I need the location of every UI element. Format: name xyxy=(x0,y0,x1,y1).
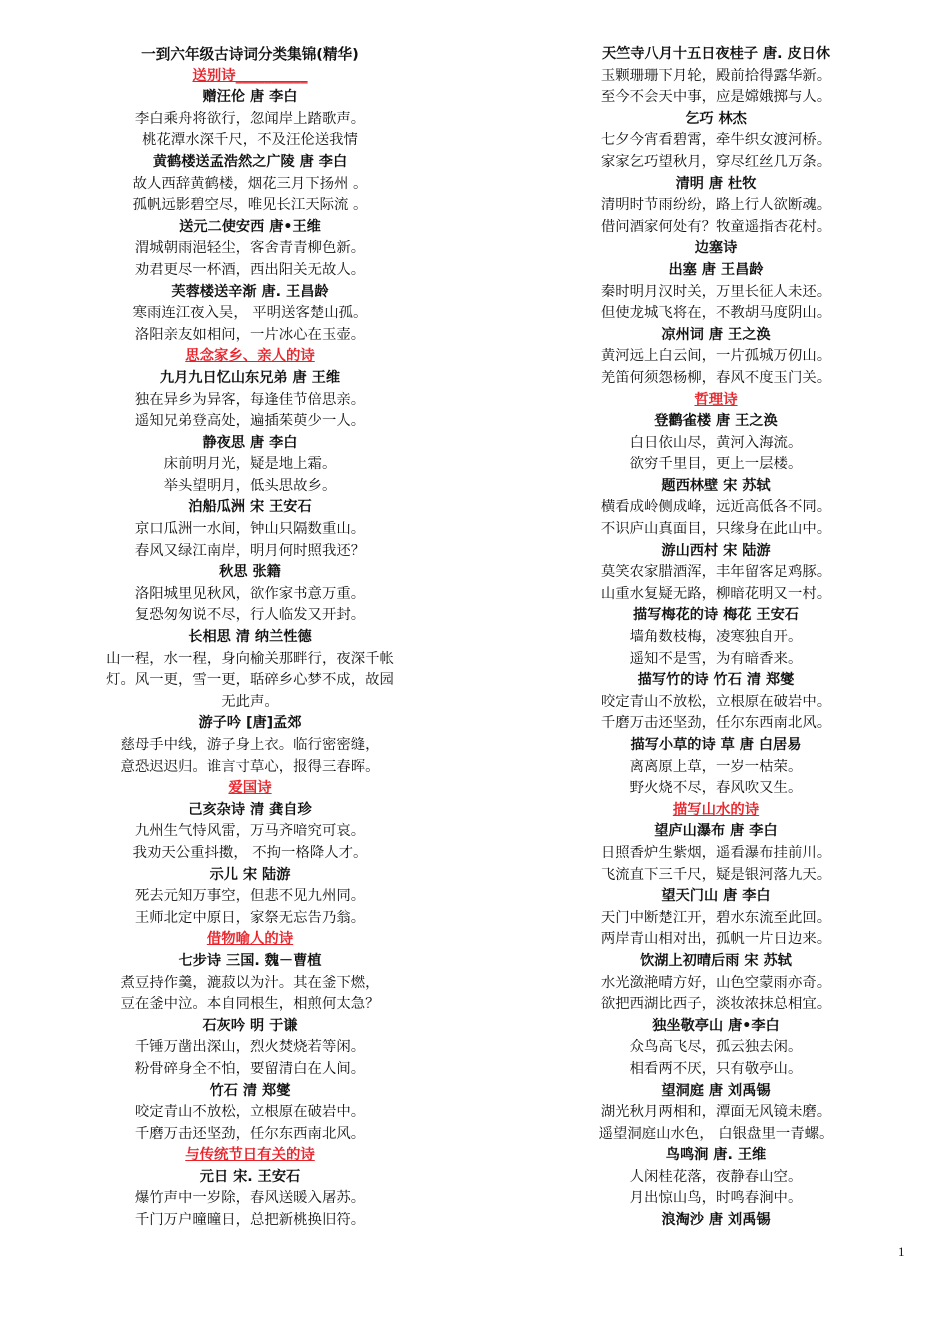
poem-line: 李白乘舟将欲行，忽闻岸上踏歌声。 xyxy=(134,110,366,127)
poem-line: 秦时明月汉时关，万里长征人未还。 xyxy=(600,283,832,300)
poem-line: 欲把西湖比西子，淡妆浓抹总相宜。 xyxy=(600,996,832,1013)
poem-line: 遥望洞庭山水色， 白银盘里一青螺。 xyxy=(598,1125,834,1142)
poem-line: 千磨万击还坚劲，任尔东西南北风。 xyxy=(134,1125,366,1142)
left-column xyxy=(52,44,448,1232)
poem-line: 黄河远上白云间，一片孤城万仞山。 xyxy=(600,348,832,365)
poem-line: 寒雨连江夜入吴， 平明送客楚山孤。 xyxy=(132,305,368,322)
poem-title: 元日 宋. 王安石 xyxy=(199,1168,301,1185)
poem-line: 借问酒家何处有？牧童遥指杏花村。 xyxy=(600,218,832,235)
poem-line: 两岸青山相对出，孤帆一片日边来。 xyxy=(600,931,832,948)
poem-title: 独坐敬亭山 唐•李白 xyxy=(652,1017,780,1034)
section-heading: 哲理诗 xyxy=(694,391,738,408)
poem-line: 煮豆持作羹，漉菽以为汁。其在釜下燃， xyxy=(120,974,380,991)
poem-line: 独在异乡为异客，每逢佳节倍思亲。 xyxy=(134,391,366,408)
poem-title: 望天门山 唐 李白 xyxy=(661,888,771,905)
poem-line: 千锤万凿出深山，烈火焚烧若等闲。 xyxy=(134,1039,366,1056)
poem-line: 山重水复疑无路，柳暗花明又一村。 xyxy=(600,585,832,602)
poem-title: 九月九日忆山东兄弟 唐 王维 xyxy=(159,369,341,386)
section-heading: 爱国诗 xyxy=(228,780,272,797)
poem-line: 至今不会天中事，应是嫦娥掷与人。 xyxy=(600,89,832,106)
poem-line: 死去元知万事空，但悲不见九州同。 xyxy=(134,888,366,905)
poem-line: 春风又绿江南岸，明月何时照我还？ xyxy=(134,542,366,559)
poem-line: 天门中断楚江开，碧水东流至此回。 xyxy=(600,909,832,926)
poem-line: 我劝天公重抖擞， 不拘一格降人才。 xyxy=(132,844,368,861)
poem-title: 清明 唐 杜牧 xyxy=(675,175,757,192)
poem-line: 意恐迟迟归。谁言寸草心，报得三春晖。 xyxy=(120,758,380,775)
poem-title: 示儿 宋 陆游 xyxy=(209,866,291,883)
poem-line: 飞流直下三千尺，疑是银河落九天。 xyxy=(600,866,832,883)
poem-title: 凉州词 唐 王之涣 xyxy=(661,326,771,343)
poem-line: 咬定青山不放松，立根原在破岩中。 xyxy=(600,693,832,710)
poem-line: 慈母手中线，游子身上衣。临行密密缝， xyxy=(120,737,380,753)
poem-line: 欲穷千里目，更上一层楼。 xyxy=(629,456,803,473)
poem-line: 粉骨碎身全不怕，要留清白在人间。 xyxy=(134,1060,366,1077)
poem-title: 竹石 清 郑燮 xyxy=(209,1082,291,1099)
poem-line: 复恐匆匆说不尽，行人临发又开封。 xyxy=(134,607,366,624)
poem-title: 描写梅花的诗 梅花 王安石 xyxy=(633,607,799,624)
poem-line: 灯。风一更，雪一更，聒碎乡心梦不成，故园 xyxy=(106,672,394,689)
poem-line: 清明时节雨纷纷，路上行人欲断魂。 xyxy=(600,197,832,214)
poem-title: 送元二使安西 唐•王维 xyxy=(179,218,321,235)
poem-line: 白日依山尽，黄河入海流。 xyxy=(629,434,803,451)
poem-title: 登鹳雀楼 唐 王之涣 xyxy=(654,413,778,430)
poem-line: 豆在釜中泣。本自同根生，相煎何太急？ xyxy=(120,996,380,1013)
poem-title: 题西林壁 宋 苏轼 xyxy=(661,477,771,494)
right-column xyxy=(518,44,914,1232)
poem-title: 黄鹤楼送孟浩然之广陵 唐 李白 xyxy=(152,153,348,170)
poem-line: 遥知不是雪，为有暗香来。 xyxy=(629,650,803,667)
poem-title: 鸟鸣涧 唐. 王维 xyxy=(665,1147,767,1164)
poem-line: 故人西辞黄鹤楼，烟花三月下扬州 。 xyxy=(132,175,368,192)
poem-title: 七步诗 三国. 魏－曹植 xyxy=(178,952,322,969)
poem-line: 人闲桂花落，夜静春山空。 xyxy=(629,1168,803,1185)
poem-title: 饮湖上初晴后雨 宋 苏轼 xyxy=(640,952,792,969)
poem-line: 桃花潭水深千尺，不及汪伦送我情 xyxy=(142,132,358,149)
poem-title: 长相思 清 纳兰性德 xyxy=(188,629,312,646)
page-number: 1 xyxy=(898,1244,905,1259)
poem-line: 野火烧不尽，春风吹又生。 xyxy=(629,780,803,797)
poem-title: 边塞诗 xyxy=(694,240,738,257)
poem-title: 望洞庭 唐 刘禹锡 xyxy=(661,1082,771,1099)
document-title: 一到六年级古诗词分类集锦(精华) xyxy=(141,46,359,63)
poem-title: 天竺寺八月十五日夜桂子 唐. 皮日休 xyxy=(601,46,831,62)
section-heading: 借物喻人的诗 xyxy=(206,931,294,948)
poem-line: 咬定青山不放松，立根原在破岩中。 xyxy=(134,1104,366,1121)
poem-title: 游山西村 宋 陆游 xyxy=(661,542,771,559)
poem-line: 家家乞巧望秋月，穿尽红丝几万条。 xyxy=(600,153,832,170)
poem-line: 王师北定中原日，家祭无忘告乃翁。 xyxy=(134,909,366,926)
poem-line: 遥知兄弟登高处，遍插茱萸少一人。 xyxy=(134,413,366,430)
poem-line: 洛阳城里见秋风，欲作家书意万重。 xyxy=(134,585,366,602)
poem-line: 千门万户曈曈日，总把新桃换旧符。 xyxy=(134,1212,366,1229)
poem-line: 玉颗珊珊下月轮，殿前拾得露华新。 xyxy=(600,67,832,84)
poem-line: 离离原上草，一岁一枯荣。 xyxy=(629,758,803,775)
section-heading: 描写山水的诗 xyxy=(672,801,760,818)
poem-line: 墙角数枝梅，凌寒独自开。 xyxy=(629,629,803,646)
poem-title: 泊船瓜洲 宋 王安石 xyxy=(188,499,312,516)
poem-line: 横看成岭侧成峰，远近高低各不同。 xyxy=(600,499,832,516)
poem-line: 爆竹声中一岁除，春风送暖入屠苏。 xyxy=(134,1190,366,1207)
poem-line: 床前明月光，疑是地上霜。 xyxy=(163,456,337,473)
poem-title: 望庐山瀑布 唐 李白 xyxy=(654,823,778,840)
poem-line: 莫笑农家腊酒浑，丰年留客足鸡豚。 xyxy=(600,564,832,581)
poem-line: 月出惊山鸟，时鸣春涧中。 xyxy=(629,1190,803,1207)
poem-title: 己亥杂诗 清 龚自珍 xyxy=(188,801,312,818)
poem-line: 洛阳亲友如相问，一片冰心在玉壶。 xyxy=(134,326,366,343)
poem-line: 众鸟高飞尽，孤云独去闲。 xyxy=(629,1039,803,1056)
poem-line: 渭城朝雨浥轻尘，客舍青青柳色新。 xyxy=(134,240,366,257)
section-heading: 思念家乡、亲人的诗 xyxy=(185,348,315,365)
poem-title: 芙蓉楼送辛渐 唐. 王昌龄 xyxy=(171,283,329,300)
poem-title: 秋思 张籍 xyxy=(219,564,281,581)
poem-title: 描写小草的诗 草 唐 白居易 xyxy=(630,737,802,753)
poem-line: 劝君更尽一杯酒，西出阳关无故人。 xyxy=(134,261,366,278)
poem-line: 京口瓜洲一水间，钟山只隔数重山。 xyxy=(134,521,366,538)
poem-line: 日照香炉生紫烟，遥看瀑布挂前川。 xyxy=(600,844,832,861)
section-heading: 与传统节日有关的诗 xyxy=(185,1147,315,1164)
poem-line: 水光潋滟晴方好，山色空蒙雨亦奇。 xyxy=(600,974,832,991)
poem-title: 浪淘沙 唐 刘禹锡 xyxy=(661,1212,771,1229)
poem-line: 无此声。 xyxy=(221,693,279,710)
poem-title: 赠汪伦 唐 李白 xyxy=(202,89,298,106)
poem-line: 羌笛何须怨杨柳，春风不度玉门关。 xyxy=(600,369,832,386)
poem-title: 乞巧 林杰 xyxy=(685,110,747,127)
poem-line: 湖光秋月两相和，潭面无风镜未磨。 xyxy=(600,1104,832,1121)
section-heading: 送别诗__________ xyxy=(192,67,308,84)
poem-line: 孤帆远影碧空尽，唯见长江天际流 。 xyxy=(132,197,368,214)
poem-line: 千磨万击还坚劲，任尔东西南北风。 xyxy=(600,715,832,732)
poem-line: 九州生气恃风雷，万马齐喑究可哀。 xyxy=(134,823,366,840)
poem-title: 石灰吟 明 于谦 xyxy=(202,1017,298,1034)
poem-line: 七夕今宵看碧霄，牵牛织女渡河桥。 xyxy=(600,132,832,149)
poem-line: 相看两不厌，只有敬亭山。 xyxy=(629,1060,803,1077)
poem-line: 山一程，水一程，身向榆关那畔行，夜深千帐 xyxy=(106,650,394,667)
poem-line: 但使龙城飞将在，不教胡马度阴山。 xyxy=(600,305,832,322)
poem-title: 出塞 唐 王昌龄 xyxy=(668,261,764,278)
poem-line: 不识庐山真面目，只缘身在此山中。 xyxy=(600,521,832,538)
poem-title: 游子吟 [唐]孟郊 xyxy=(198,715,302,732)
poem-title: 描写竹的诗 竹石 清 郑燮 xyxy=(637,672,795,689)
poem-title: 静夜思 唐 李白 xyxy=(202,434,298,451)
poem-line: 举头望明月，低头思故乡。 xyxy=(163,477,337,494)
